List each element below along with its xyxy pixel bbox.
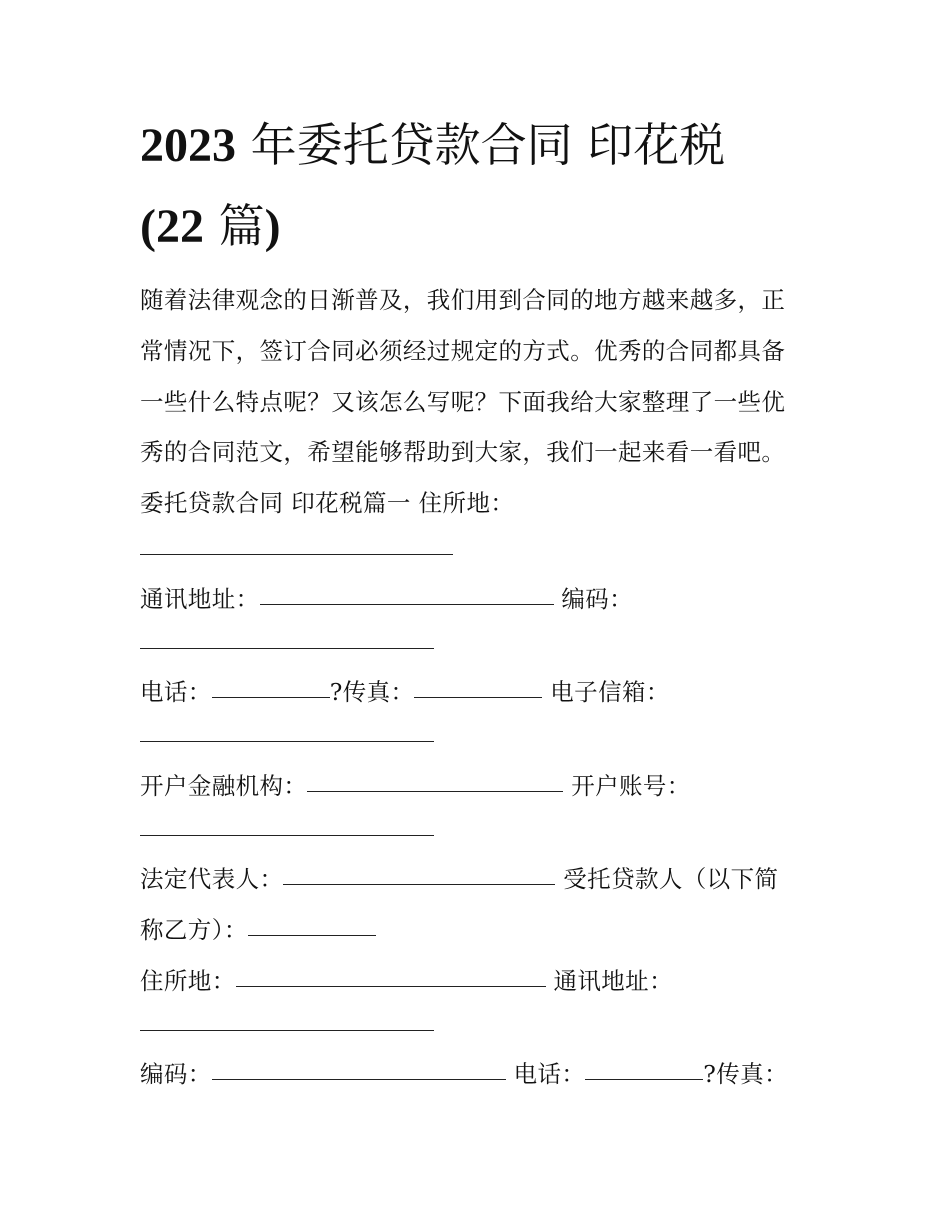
legal-rep-label: 法定代表人： — [140, 865, 284, 893]
fax-label: ?传真： — [329, 678, 415, 706]
document-title-line-2 — [140, 199, 281, 253]
contact-address-label: 通讯地址： — [140, 585, 260, 613]
bank-blank[interactable] — [307, 771, 563, 792]
trustee-label-b: 称乙方）： — [140, 916, 248, 944]
bank-label: 开户金融机构： — [140, 772, 308, 800]
contact-row — [140, 586, 633, 612]
contact-address2-label: 通讯地址： — [553, 967, 673, 995]
title-count-open: (22 — [140, 200, 204, 253]
title-text: 年委托贷款合同 印花税 — [236, 118, 726, 172]
section-heading: 委托贷款合同 印花税篇一 住所地： — [140, 489, 515, 517]
contact-address-blank[interactable] — [260, 584, 554, 605]
account-blank-row — [140, 817, 434, 843]
postcode2-blank[interactable] — [212, 1059, 506, 1080]
legal-rep-row — [140, 866, 778, 892]
intro-line-4: 秀的合同范文，希望能够帮助到大家，我们一起来看一看吧。 — [140, 438, 786, 466]
address-row — [140, 968, 673, 994]
contact-address2-blank[interactable] — [140, 1010, 434, 1031]
residence-blank-row — [140, 536, 453, 562]
title-count-unit: 篇 — [203, 199, 265, 253]
legal-rep-blank[interactable] — [283, 864, 555, 885]
document-title-line-1 — [140, 118, 726, 172]
postcode-blank-row — [140, 630, 434, 656]
email-blank[interactable] — [140, 721, 434, 742]
intro-line-1: 随着法律观念的日渐普及，我们用到合同的地方越来越多，正 — [140, 286, 786, 314]
postcode2-label: 编码： — [140, 1060, 212, 1088]
postcode-blank[interactable] — [140, 628, 434, 649]
title-count-close: ) — [264, 200, 281, 253]
title-year: 2023 — [140, 119, 236, 172]
contact-address2-blank-row — [140, 1012, 434, 1038]
trustee-blank[interactable] — [248, 915, 376, 936]
fax-blank[interactable] — [414, 677, 542, 698]
phone-label: 电话： — [140, 678, 212, 706]
address-label: 住所地： — [140, 967, 236, 995]
bank-row — [140, 773, 691, 799]
email-blank-row — [140, 723, 434, 749]
email-label: 电子信箱： — [550, 678, 670, 706]
intro-line-2: 常情况下，签订合同必须经过规定的方式。优秀的合同都具备 — [140, 337, 786, 365]
address-blank[interactable] — [236, 966, 546, 987]
account-blank[interactable] — [140, 815, 434, 836]
residence-blank[interactable] — [140, 534, 453, 555]
fax2-label: ?传真： — [703, 1060, 788, 1088]
postcode2-row — [140, 1061, 788, 1087]
phone2-blank[interactable] — [585, 1059, 703, 1080]
phone2-label: 电话： — [513, 1060, 586, 1088]
phone-row — [140, 679, 670, 705]
postcode-label: 编码： — [561, 585, 634, 613]
trustee-label-a: 受托贷款人（以下简 — [563, 865, 779, 893]
phone-blank[interactable] — [212, 677, 330, 698]
account-label: 开户账号： — [571, 772, 691, 800]
intro-line-3: 一些什么特点呢？又该怎么写呢？下面我给大家整理了一些优 — [140, 388, 786, 416]
trustee-row — [140, 917, 376, 943]
